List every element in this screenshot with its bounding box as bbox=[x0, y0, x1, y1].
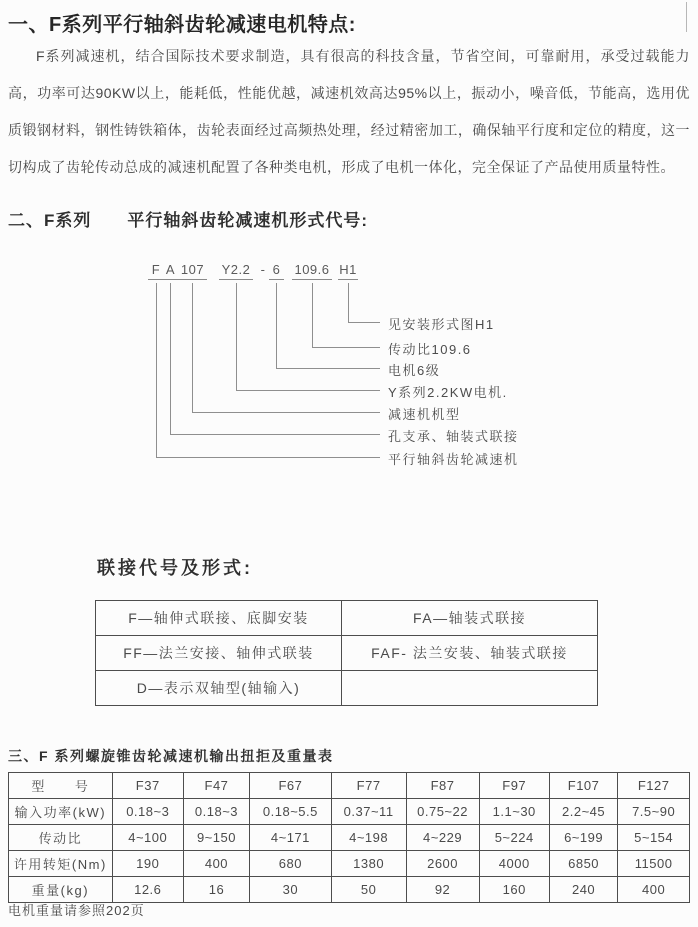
table-cell: 1380 bbox=[331, 851, 406, 877]
table-cell: 0.18~3 bbox=[112, 799, 183, 825]
model-code-diagram bbox=[0, 260, 698, 472]
table-cell: FF—法兰安接、轴伸式联装 bbox=[96, 636, 342, 671]
table-cell: 4~100 bbox=[112, 825, 183, 851]
leader-hline-poles bbox=[276, 368, 380, 369]
table-cell: 1.1~30 bbox=[479, 799, 549, 825]
leader-vline-series bbox=[156, 283, 157, 457]
table-header-row bbox=[9, 773, 690, 799]
table-cell: 190 bbox=[112, 851, 183, 877]
code-part-motor: Y2.2 bbox=[219, 262, 253, 280]
connection-heading: 联接代号及形式: bbox=[97, 558, 253, 578]
table-header-cell: F127 bbox=[618, 773, 690, 799]
table-header-cell: F87 bbox=[406, 773, 479, 799]
row-label: 重量(kg) bbox=[9, 877, 113, 903]
leader-hline-ratio bbox=[312, 347, 380, 348]
leader-hline-series bbox=[156, 457, 380, 458]
connection-table bbox=[95, 600, 598, 706]
code-label-frame: 减速机机型 bbox=[388, 407, 461, 422]
table-header-cell: F47 bbox=[183, 773, 249, 799]
torque-weight-table bbox=[8, 772, 690, 903]
table-cell: 6~199 bbox=[549, 825, 617, 851]
code-label-ratio: 传动比109.6 bbox=[388, 342, 472, 357]
code-label-series: 平行轴斜齿轮减速机 bbox=[388, 452, 519, 467]
table-cell: 400 bbox=[618, 877, 690, 903]
leader-vline-ratio bbox=[312, 283, 313, 347]
table-cell: 7.5~90 bbox=[618, 799, 690, 825]
table-cell: 5~154 bbox=[618, 825, 690, 851]
table-cell: 50 bbox=[331, 877, 406, 903]
table-cell: 4000 bbox=[479, 851, 549, 877]
table-row bbox=[9, 877, 690, 903]
table-cell bbox=[342, 671, 598, 706]
code-part-frame: 107 bbox=[178, 262, 207, 280]
table-row bbox=[9, 825, 690, 851]
table-cell: 2600 bbox=[406, 851, 479, 877]
table-cell: F—轴伸式联接、底脚安装 bbox=[96, 601, 342, 636]
leader-hline-motor bbox=[236, 390, 380, 391]
code-part-connection: A bbox=[163, 262, 178, 280]
table-cell: D—表示双轴型(轴输入) bbox=[96, 671, 342, 706]
row-label: 输入功率(kW) bbox=[9, 799, 113, 825]
table-cell: 2.2~45 bbox=[549, 799, 617, 825]
leader-hline-frame bbox=[192, 412, 380, 413]
table-cell: 4~198 bbox=[331, 825, 406, 851]
motor-weight-footnote: 电机重量请参照202页 bbox=[8, 903, 145, 918]
code-label-mounting: 见安装形式图H1 bbox=[388, 317, 495, 332]
table-cell: 160 bbox=[479, 877, 549, 903]
row-label: 传动比 bbox=[9, 825, 113, 851]
leader-vline-frame bbox=[192, 283, 193, 412]
leader-vline-mounting bbox=[348, 283, 349, 322]
table-header-cell: F67 bbox=[250, 773, 331, 799]
leader-hline-connection bbox=[170, 434, 380, 435]
section1-heading: 一、F系列平行轴斜齿轮减速电机特点: bbox=[8, 14, 356, 36]
table-row bbox=[9, 851, 690, 877]
table-header-cell: F37 bbox=[112, 773, 183, 799]
table-cell: FA—轴装式联接 bbox=[342, 601, 598, 636]
code-part-poles: 6 bbox=[269, 262, 284, 280]
features-paragraph: F系列减速机，结合国际技术要求制造，具有很高的科技含量，节省空间，可靠耐用，承受过载能力高，功率可达90KW以上，能耗低，性能优越，减速机效高达95%以上，振动小，噪音低，节能高，选用优质锻钢材料，钢性铸铁箱体，齿轮表面经过高频热处理，经过精密加工，确保轴平行度和定位的精度，这一切构成了齿轮传动总成的减速机配置了各种类电机，形成了电机一体化，完全保证了产品使用质量特性。 bbox=[8, 48, 690, 175]
scan-artifact-line bbox=[686, 2, 687, 32]
row-label: 许用转矩(Nm) bbox=[9, 851, 113, 877]
code-part-dash: - bbox=[260, 262, 266, 277]
leader-vline-motor bbox=[236, 283, 237, 390]
table-row bbox=[96, 601, 598, 636]
table-header-cell: 型 号 bbox=[9, 773, 113, 799]
code-part-mounting: H1 bbox=[338, 262, 358, 280]
table-cell: 680 bbox=[250, 851, 331, 877]
code-label-motor: Y系列2.2KW电机. bbox=[388, 385, 508, 400]
table-cell: 4~229 bbox=[406, 825, 479, 851]
leader-vline-connection bbox=[170, 283, 171, 434]
table-row bbox=[9, 799, 690, 825]
code-part-ratio: 109.6 bbox=[292, 262, 332, 280]
table-cell: 6850 bbox=[549, 851, 617, 877]
table-cell: 0.18~3 bbox=[183, 799, 249, 825]
table-cell: FAF- 法兰安装、轴装式联接 bbox=[342, 636, 598, 671]
code-label-poles: 电机6级 bbox=[388, 363, 441, 378]
code-part-series: F bbox=[148, 262, 164, 280]
leader-vline-poles bbox=[276, 283, 277, 368]
table-row bbox=[96, 671, 598, 706]
table-cell: 9~150 bbox=[183, 825, 249, 851]
table-cell: 16 bbox=[183, 877, 249, 903]
table-row bbox=[96, 636, 598, 671]
table-cell: 240 bbox=[549, 877, 617, 903]
table-cell: 11500 bbox=[618, 851, 690, 877]
section3-heading: 三、F 系列螺旋锥齿轮减速机输出扭拒及重量表 bbox=[8, 748, 334, 764]
table-cell: 400 bbox=[183, 851, 249, 877]
table-cell: 5~224 bbox=[479, 825, 549, 851]
table-cell: 0.75~22 bbox=[406, 799, 479, 825]
table-cell: 12.6 bbox=[112, 877, 183, 903]
leader-hline-mounting bbox=[348, 322, 380, 323]
table-cell: 92 bbox=[406, 877, 479, 903]
section2-heading: 二、F系列 平行轴斜齿轮减速机形式代号: bbox=[8, 211, 369, 230]
table-cell: 30 bbox=[250, 877, 331, 903]
table-cell: 0.18~5.5 bbox=[250, 799, 331, 825]
table-header-cell: F107 bbox=[549, 773, 617, 799]
table-cell: 4~171 bbox=[250, 825, 331, 851]
code-label-connection: 孔支承、轴装式联接 bbox=[388, 429, 519, 444]
table-header-cell: F97 bbox=[479, 773, 549, 799]
table-header-cell: F77 bbox=[331, 773, 406, 799]
table-cell: 0.37~11 bbox=[331, 799, 406, 825]
